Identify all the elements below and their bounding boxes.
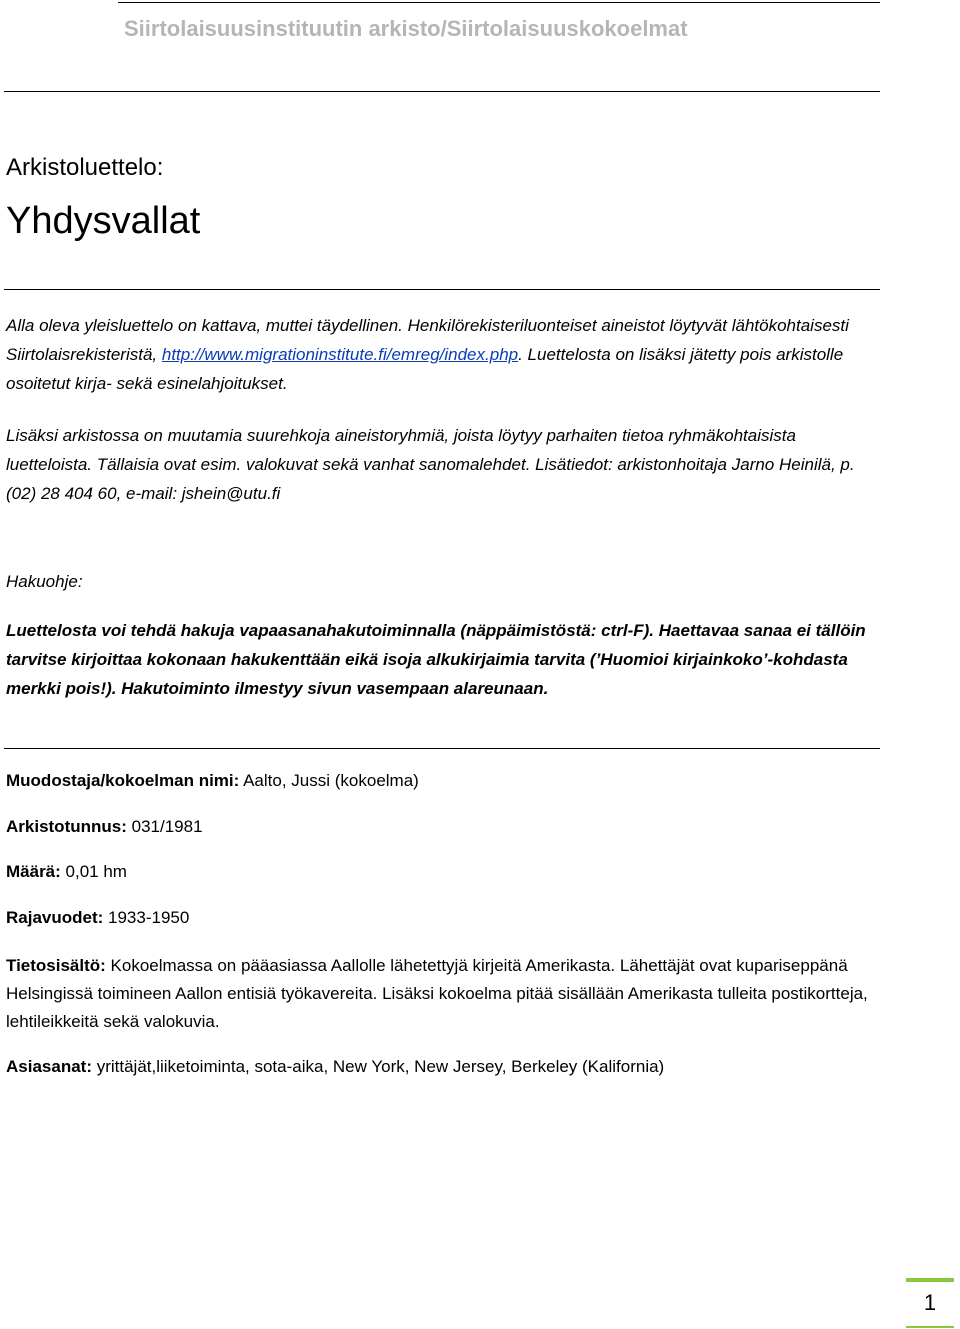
field-value: Kokoelmassa on pääasiassa Aallolle lähetettyjä kirjeitä Amerikasta. Lähettäjät ovat kupariseppänä Helsingissä toimineen Aallon entisiä työkavereita. Lisäksi kokoelma pitää sisällään Amerikasta tulleita postikortteja, lehtileikkeitä sekä valokuvia. bbox=[6, 956, 868, 1031]
emreg-link[interactable]: http://www.migrationinstitute.fi/emreg/index.php bbox=[161, 345, 519, 364]
intro-text-after-link: . Luettelosta on lisäksi jätetty pois arkistolle osoitetut kirja- sekä esinelahjoitukset. bbox=[6, 345, 844, 393]
field-value: Aalto, Jussi (kokoelma) bbox=[239, 771, 419, 790]
field-amount bbox=[6, 858, 876, 886]
field-content bbox=[6, 952, 876, 1036]
page-number: 1 bbox=[906, 1278, 954, 1328]
field-value: yrittäjät,liiketoiminta, sota-aika, New York, New Jersey, Berkeley (Kalifornia) bbox=[91, 1057, 665, 1076]
field-years bbox=[6, 904, 876, 932]
document-subtitle: Arkistoluettelo: bbox=[6, 154, 164, 181]
search-help-title: Hakuohje: bbox=[6, 572, 83, 591]
intro-paragraph-1 bbox=[6, 311, 876, 398]
intro-paragraph-2: Lisäksi arkistossa on muutamia suurehkoja aineistoryhmiä, joista löytyy parhaiten tietoa ryhmäkohtaisista luetteloista. Tällaisia ovat esim. valokuvat sekä vanhat sanomalehdet. Lisätiedot: arkistonhoitaja Jarno Heinilä, p. (02) 28 404 60, e-mail: jshein@utu.fi bbox=[6, 426, 855, 503]
title-rule bbox=[4, 289, 880, 290]
running-header: Siirtolaisuusinstituutin arkisto/Siirtolaisuuskokoelmat bbox=[124, 16, 688, 41]
field-label: Määrä: bbox=[6, 862, 61, 881]
field-archive-id bbox=[6, 813, 876, 841]
field-label: Arkistotunnus: bbox=[6, 817, 127, 836]
search-help-body: Luettelosta voi tehdä hakuja vapaasanahakutoiminnalla (näppäimistöstä: ctrl-F). Haettavaa sanaa ei tällöin tarvitse kirjoittaa kokonaan hakukenttään eikä isoja alkukirjaimia tarvita (’Huomioi kirjainkoko’-kohdasta merkki pois!). Hakutoiminto ilmestyy sivun vasempaan alareunaan. bbox=[6, 621, 866, 698]
field-value: 1933-1950 bbox=[103, 908, 190, 927]
field-label: Muodostaja/kokoelman nimi: bbox=[6, 771, 240, 790]
header-rule bbox=[118, 2, 880, 3]
field-value: 031/1981 bbox=[126, 817, 203, 836]
field-value: 0,01 hm bbox=[60, 862, 127, 881]
field-label: Asiasanat: bbox=[6, 1057, 92, 1076]
section-rule bbox=[4, 748, 880, 749]
document-title: Yhdysvallat bbox=[6, 200, 201, 242]
field-label: Tietosisältö: bbox=[6, 956, 106, 975]
field-label: Rajavuodet: bbox=[6, 908, 104, 927]
intro-text-before-link: Alla oleva yleisluettelo on kattava, muttei täydellinen. Henkilörekisteriluonteiset aineistot löytyvät lähtökohtaisesti Siirtolaisrekisteristä, bbox=[6, 316, 849, 364]
header-rule-bottom bbox=[4, 91, 880, 92]
field-keywords bbox=[6, 1053, 876, 1081]
field-creator bbox=[6, 767, 876, 795]
